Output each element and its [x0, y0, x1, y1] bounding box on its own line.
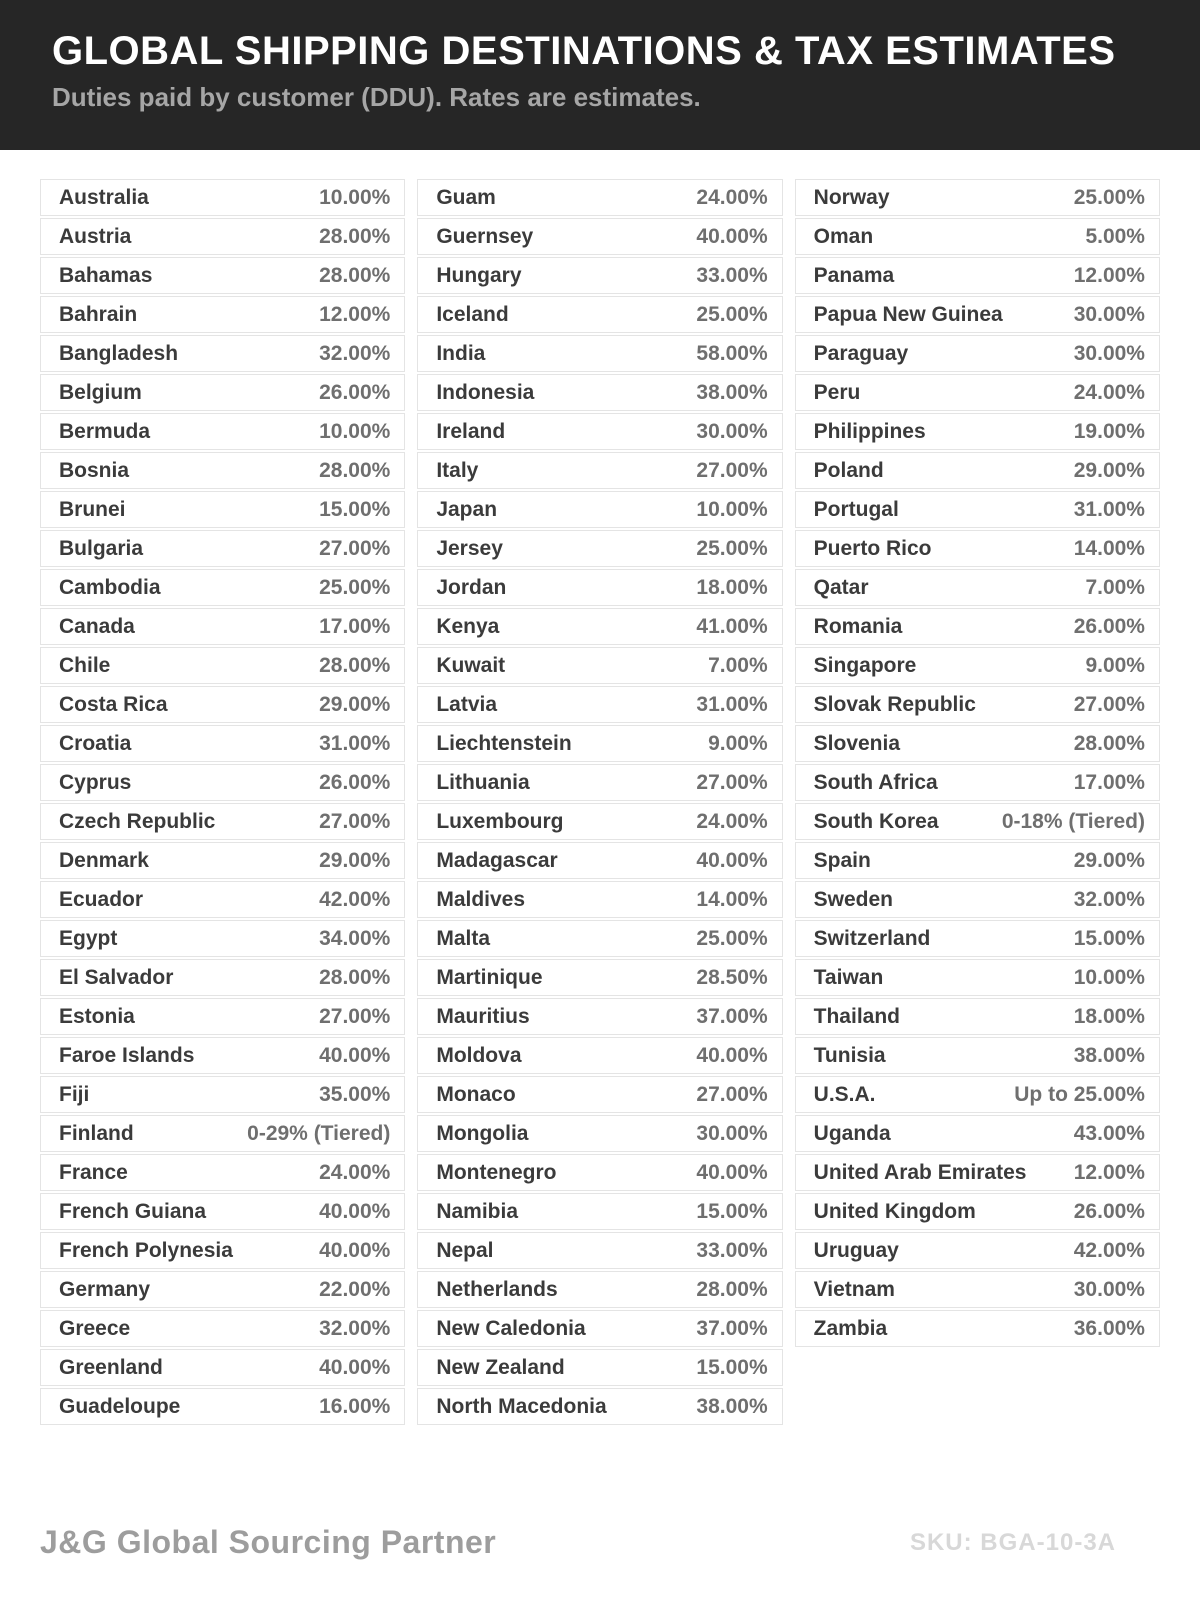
tax-rate: 31.00% — [1073, 497, 1145, 521]
table-row — [40, 1193, 405, 1230]
country-name: North Macedonia — [436, 1394, 607, 1418]
table-row — [417, 1037, 782, 1074]
table-row — [40, 842, 405, 879]
tax-rate: 40.00% — [319, 1238, 391, 1262]
tax-rate: 38.00% — [1073, 1043, 1145, 1067]
table-row — [795, 452, 1160, 489]
tax-rate: 12.00% — [1073, 263, 1145, 287]
table-row — [40, 1154, 405, 1191]
country-name: Kuwait — [436, 653, 506, 677]
tax-rate: 18.00% — [696, 575, 768, 599]
tax-rate: 10.00% — [1073, 965, 1145, 989]
country-name: Nepal — [436, 1238, 494, 1262]
tax-rate: 33.00% — [696, 1238, 768, 1262]
tax-rate: 10.00% — [319, 419, 391, 443]
sku-label: SKU: BGA-10-3A — [909, 1528, 1116, 1556]
country-name: Luxembourg — [436, 809, 564, 833]
tax-rate: 32.00% — [319, 341, 391, 365]
tax-rate: 30.00% — [1073, 341, 1145, 365]
country-name: French Polynesia — [59, 1238, 233, 1262]
table-row — [40, 803, 405, 840]
country-name: Italy — [436, 458, 479, 482]
tax-rate: 28.00% — [319, 653, 391, 677]
country-name: Guernsey — [436, 224, 534, 248]
table-row — [795, 1154, 1160, 1191]
tax-rate: 30.00% — [696, 419, 768, 443]
tax-rate: 16.00% — [319, 1394, 391, 1418]
table-row — [40, 530, 405, 567]
tax-rate: 29.00% — [1073, 848, 1145, 872]
tax-rate: 7.00% — [708, 653, 768, 677]
tax-rate: 26.00% — [319, 380, 391, 404]
table-row — [795, 1115, 1160, 1152]
tax-rate: 33.00% — [696, 263, 768, 287]
table-row — [417, 803, 782, 840]
country-name: Mongolia — [436, 1121, 529, 1145]
tax-rate: 38.00% — [696, 1394, 768, 1418]
table-row — [40, 1388, 405, 1425]
table-row — [795, 998, 1160, 1035]
country-name: Martinique — [436, 965, 543, 989]
country-name: Vietnam — [813, 1277, 895, 1301]
country-name: Portugal — [813, 497, 899, 521]
country-name: Bahamas — [59, 263, 153, 287]
tax-rate: 12.00% — [1073, 1160, 1145, 1184]
tax-rate: 26.00% — [1073, 614, 1145, 638]
table-row — [40, 257, 405, 294]
table-row — [40, 998, 405, 1035]
table-row — [795, 1193, 1160, 1230]
tax-rate: 37.00% — [696, 1316, 768, 1340]
country-name: Latvia — [436, 692, 498, 716]
table-row — [40, 920, 405, 957]
table-row — [795, 1232, 1160, 1269]
table-row — [795, 569, 1160, 606]
table-row — [417, 1154, 782, 1191]
country-name: Qatar — [813, 575, 869, 599]
tax-rate: 58.00% — [696, 341, 768, 365]
tax-rate: 26.00% — [319, 770, 391, 794]
tax-rate: 42.00% — [319, 887, 391, 911]
tax-rate: 28.00% — [319, 458, 391, 482]
page-subtitle: Duties paid by customer (DDU). Rates are estimates. — [52, 82, 701, 113]
table-row — [795, 335, 1160, 372]
country-name: Iceland — [436, 302, 509, 326]
country-name: Guam — [436, 185, 496, 209]
table-row — [417, 1193, 782, 1230]
country-name: India — [436, 341, 486, 365]
tax-rate: 28.00% — [1073, 731, 1145, 755]
tax-rate: 34.00% — [319, 926, 391, 950]
table-row — [795, 491, 1160, 528]
tax-rate: 0-29% (Tiered) — [247, 1121, 391, 1145]
table-row — [417, 179, 782, 216]
country-name: Malta — [436, 926, 491, 950]
table-row — [40, 686, 405, 723]
country-name: Bermuda — [59, 419, 151, 443]
table-row — [417, 608, 782, 645]
tax-rate: 40.00% — [319, 1199, 391, 1223]
table-row — [417, 491, 782, 528]
country-name: Denmark — [59, 848, 149, 872]
country-name: Poland — [813, 458, 884, 482]
country-name: Papua New Guinea — [813, 302, 1003, 326]
tax-rate: 27.00% — [696, 770, 768, 794]
country-name: Kenya — [436, 614, 500, 638]
country-name: Slovenia — [813, 731, 901, 755]
table-row — [417, 452, 782, 489]
table-row — [795, 296, 1160, 333]
tax-rate: 25.00% — [696, 302, 768, 326]
tax-rate: 25.00% — [1073, 185, 1145, 209]
tax-rate: 17.00% — [319, 614, 391, 638]
country-name: United Kingdom — [813, 1199, 976, 1223]
tax-rate: 9.00% — [1085, 653, 1145, 677]
country-name: Germany — [59, 1277, 151, 1301]
table-row — [795, 959, 1160, 996]
tax-table-grid — [0, 150, 1200, 1427]
country-name: Greece — [59, 1316, 131, 1340]
tax-rate: 18.00% — [1073, 1004, 1145, 1028]
country-name: Finland — [59, 1121, 134, 1145]
country-name: Lithuania — [436, 770, 530, 794]
table-row — [417, 998, 782, 1035]
tax-rate: 14.00% — [1073, 536, 1145, 560]
table-row — [795, 881, 1160, 918]
table-row — [795, 647, 1160, 684]
country-name: Norway — [813, 185, 890, 209]
table-row — [795, 530, 1160, 567]
page-title: GLOBAL SHIPPING DESTINATIONS & TAX ESTIMATES — [52, 29, 1116, 73]
table-row — [795, 218, 1160, 255]
country-name: Brunei — [59, 497, 126, 521]
country-name: New Zealand — [436, 1355, 565, 1379]
table-row — [417, 920, 782, 957]
tax-rate: 12.00% — [319, 302, 391, 326]
tax-rate: 42.00% — [1073, 1238, 1145, 1262]
country-name: Belgium — [59, 380, 142, 404]
tax-rate: 30.00% — [1073, 1277, 1145, 1301]
table-row — [40, 179, 405, 216]
country-name: Madagascar — [436, 848, 558, 872]
table-row — [417, 1271, 782, 1308]
country-name: U.S.A. — [813, 1082, 876, 1106]
table-row — [795, 608, 1160, 645]
tax-rate: 38.00% — [696, 380, 768, 404]
page-footer — [40, 1524, 1116, 1561]
country-name: Uruguay — [813, 1238, 899, 1262]
country-name: Egypt — [59, 926, 118, 950]
table-row — [417, 647, 782, 684]
table-row — [795, 725, 1160, 762]
tax-rate: 25.00% — [696, 536, 768, 560]
country-name: Montenegro — [436, 1160, 557, 1184]
table-row — [40, 452, 405, 489]
table-row — [795, 374, 1160, 411]
tax-rate: 27.00% — [696, 1082, 768, 1106]
table-row — [795, 1076, 1160, 1113]
table-row — [417, 725, 782, 762]
country-name: Taiwan — [813, 965, 884, 989]
tax-rate: 24.00% — [696, 809, 768, 833]
country-name: Cyprus — [59, 770, 132, 794]
table-row — [795, 803, 1160, 840]
tax-rate: 24.00% — [319, 1160, 391, 1184]
country-name: Croatia — [59, 731, 132, 755]
country-name: New Caledonia — [436, 1316, 586, 1340]
tax-rate: 28.00% — [319, 263, 391, 287]
country-name: Zambia — [813, 1316, 888, 1340]
tax-rate: 40.00% — [319, 1355, 391, 1379]
country-name: Ecuador — [59, 887, 144, 911]
country-name: Bulgaria — [59, 536, 144, 560]
table-row — [40, 296, 405, 333]
country-name: South Africa — [813, 770, 938, 794]
table-row — [417, 1115, 782, 1152]
country-name: Liechtenstein — [436, 731, 572, 755]
table-row — [40, 1349, 405, 1386]
country-name: Maldives — [436, 887, 526, 911]
country-name: Japan — [436, 497, 498, 521]
tax-rate: 32.00% — [1073, 887, 1145, 911]
tax-rate: 27.00% — [696, 458, 768, 482]
table-row — [40, 959, 405, 996]
tax-rate: 15.00% — [696, 1199, 768, 1223]
table-row — [417, 1310, 782, 1347]
country-name: Switzerland — [813, 926, 931, 950]
table-row — [795, 686, 1160, 723]
tax-rate: 10.00% — [319, 185, 391, 209]
tax-rate: 19.00% — [1073, 419, 1145, 443]
tax-rate: 27.00% — [319, 809, 391, 833]
tax-rate: 7.00% — [1085, 575, 1145, 599]
tax-rate: 10.00% — [696, 497, 768, 521]
table-row — [417, 1232, 782, 1269]
table-row — [417, 530, 782, 567]
country-name: United Arab Emirates — [813, 1160, 1027, 1184]
tax-rate: 25.00% — [319, 575, 391, 599]
tax-rate: 17.00% — [1073, 770, 1145, 794]
country-name: El Salvador — [59, 965, 174, 989]
table-row — [795, 257, 1160, 294]
tax-rate: 29.00% — [319, 848, 391, 872]
country-name: Guadeloupe — [59, 1394, 181, 1418]
table-row — [40, 1232, 405, 1269]
country-name: Faroe Islands — [59, 1043, 195, 1067]
country-name: Peru — [813, 380, 861, 404]
table-row — [40, 725, 405, 762]
tax-rate: 27.00% — [319, 1004, 391, 1028]
tax-rate: 36.00% — [1073, 1316, 1145, 1340]
tax-rate: 40.00% — [696, 224, 768, 248]
table-row — [417, 881, 782, 918]
tax-rate: 14.00% — [696, 887, 768, 911]
tax-rate: 5.00% — [1085, 224, 1145, 248]
country-name: Spain — [813, 848, 871, 872]
table-row — [40, 1271, 405, 1308]
country-name: Indonesia — [436, 380, 535, 404]
country-name: Bosnia — [59, 458, 130, 482]
tax-rate: 32.00% — [319, 1316, 391, 1340]
table-row — [417, 842, 782, 879]
table-row — [40, 413, 405, 450]
tax-rate: 24.00% — [1073, 380, 1145, 404]
country-name: Romania — [813, 614, 903, 638]
brand-name: J&G Global Sourcing Partner — [40, 1524, 497, 1560]
table-row — [40, 218, 405, 255]
tax-rate: 0-18% (Tiered) — [1001, 809, 1145, 833]
table-row — [40, 335, 405, 372]
country-name: South Korea — [813, 809, 939, 833]
country-name: Netherlands — [436, 1277, 558, 1301]
table-row — [417, 1076, 782, 1113]
tax-rate: 29.00% — [1073, 458, 1145, 482]
table-row — [40, 1076, 405, 1113]
country-name: Puerto Rico — [813, 536, 932, 560]
table-row — [417, 959, 782, 996]
table-column-3 — [795, 179, 1160, 1349]
table-column-2 — [417, 179, 782, 1427]
country-name: Fiji — [59, 1082, 90, 1106]
table-row — [795, 1037, 1160, 1074]
tax-rate: 9.00% — [708, 731, 768, 755]
tax-rate: 27.00% — [1073, 692, 1145, 716]
tax-rate: 15.00% — [319, 497, 391, 521]
country-name: Thailand — [813, 1004, 900, 1028]
table-row — [40, 608, 405, 645]
country-name: Paraguay — [813, 341, 909, 365]
page-header — [0, 0, 1200, 150]
country-name: French Guiana — [59, 1199, 207, 1223]
country-name: Namibia — [436, 1199, 519, 1223]
tax-rate: 40.00% — [696, 848, 768, 872]
tax-rate: 28.00% — [319, 224, 391, 248]
tax-rate: 30.00% — [1073, 302, 1145, 326]
table-row — [417, 413, 782, 450]
tax-rate: 22.00% — [319, 1277, 391, 1301]
country-name: Panama — [813, 263, 895, 287]
table-row — [795, 1271, 1160, 1308]
tax-rate: 40.00% — [696, 1043, 768, 1067]
table-row — [40, 569, 405, 606]
tax-rate: 27.00% — [319, 536, 391, 560]
table-row — [40, 1115, 405, 1152]
country-name: Singapore — [813, 653, 917, 677]
country-name: Monaco — [436, 1082, 516, 1106]
table-row — [40, 374, 405, 411]
table-row — [795, 413, 1160, 450]
country-name: Hungary — [436, 263, 522, 287]
country-name: Bangladesh — [59, 341, 179, 365]
tax-rate: 25.00% — [696, 926, 768, 950]
tax-rate: 43.00% — [1073, 1121, 1145, 1145]
tax-rate: 28.00% — [696, 1277, 768, 1301]
country-name: Sweden — [813, 887, 894, 911]
tax-rate: 15.00% — [696, 1355, 768, 1379]
country-name: Slovak Republic — [813, 692, 976, 716]
tax-rate: 24.00% — [696, 185, 768, 209]
table-row — [40, 491, 405, 528]
tax-rate: 31.00% — [319, 731, 391, 755]
tax-rate: 31.00% — [696, 692, 768, 716]
table-row — [417, 335, 782, 372]
tax-rate: 37.00% — [696, 1004, 768, 1028]
country-name: Chile — [59, 653, 111, 677]
tax-rate: 29.00% — [319, 692, 391, 716]
country-name: Czech Republic — [59, 809, 216, 833]
country-name: Estonia — [59, 1004, 135, 1028]
table-row — [417, 686, 782, 723]
country-name: Bahrain — [59, 302, 138, 326]
table-row — [40, 881, 405, 918]
country-name: France — [59, 1160, 128, 1184]
country-name: Tunisia — [813, 1043, 886, 1067]
country-name: Moldova — [436, 1043, 522, 1067]
country-name: Australia — [59, 185, 149, 209]
country-name: Jersey — [436, 536, 503, 560]
table-row — [795, 179, 1160, 216]
country-name: Oman — [813, 224, 874, 248]
country-name: Uganda — [813, 1121, 891, 1145]
table-row — [795, 920, 1160, 957]
country-name: Mauritius — [436, 1004, 530, 1028]
tax-rate: 40.00% — [319, 1043, 391, 1067]
tax-rate: 28.00% — [319, 965, 391, 989]
table-row — [795, 842, 1160, 879]
tax-rate: 26.00% — [1073, 1199, 1145, 1223]
table-row — [417, 1349, 782, 1386]
table-row — [417, 374, 782, 411]
country-name: Canada — [59, 614, 135, 638]
tax-rate: Up to 25.00% — [1014, 1082, 1145, 1106]
table-row — [417, 764, 782, 801]
table-row — [40, 1310, 405, 1347]
table-row — [417, 569, 782, 606]
country-name: Jordan — [436, 575, 507, 599]
table-row — [40, 647, 405, 684]
country-name: Cambodia — [59, 575, 161, 599]
country-name: Costa Rica — [59, 692, 168, 716]
table-row — [40, 764, 405, 801]
table-row — [417, 218, 782, 255]
tax-rate: 35.00% — [319, 1082, 391, 1106]
table-row — [795, 1310, 1160, 1347]
country-name: Philippines — [813, 419, 926, 443]
tax-rate: 28.50% — [696, 965, 768, 989]
table-row — [417, 1388, 782, 1425]
table-row — [40, 1037, 405, 1074]
table-row — [417, 257, 782, 294]
country-name: Ireland — [436, 419, 506, 443]
table-row — [417, 296, 782, 333]
table-row — [795, 764, 1160, 801]
tax-rate: 41.00% — [696, 614, 768, 638]
tax-rate: 15.00% — [1073, 926, 1145, 950]
country-name: Austria — [59, 224, 132, 248]
country-name: Greenland — [59, 1355, 163, 1379]
tax-rate: 30.00% — [696, 1121, 768, 1145]
tax-rate: 40.00% — [696, 1160, 768, 1184]
table-column-1 — [40, 179, 405, 1427]
